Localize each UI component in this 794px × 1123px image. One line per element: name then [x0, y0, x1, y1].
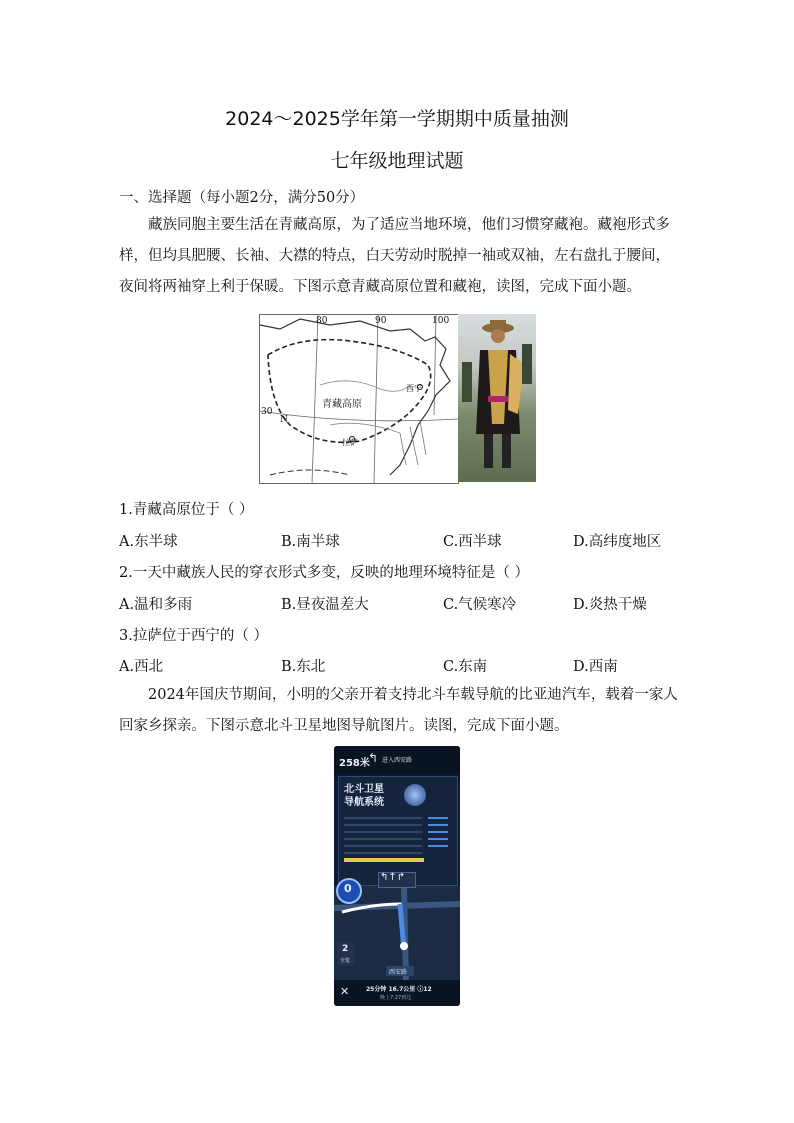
beidou-title-1: 北斗卫星: [344, 784, 384, 795]
nav-road: 进入西安路: [382, 757, 413, 764]
section-heading: 一、选择题（每小题2分，满分50分）: [119, 190, 365, 206]
parallel-30: [260, 411, 458, 421]
q2-option-d[interactable]: D.炎热干燥: [573, 597, 647, 613]
robe-figure-svg: [458, 314, 536, 482]
q3-option-b[interactable]: B.东北: [281, 659, 326, 675]
exam-title: 2024～2025学年第一学期期中质量抽测: [225, 108, 569, 130]
meridian-100: [434, 315, 436, 415]
globe-icon: [404, 784, 426, 806]
turn-left-icon: ↰: [368, 751, 379, 765]
river-1: [320, 381, 410, 391]
q3-option-c[interactable]: C.东南: [443, 659, 488, 675]
question-1: 1.青藏高原位于（ ）: [119, 502, 254, 518]
passage-1: 藏族同胞主要生活在青藏高原，为了适应当地环境，他们习惯穿藏袍。藏袍形式多样，但均具肥腰、长袖、大襟的特点，白天劳动时脱掉一袖或双袖，左右盘扎于腰间，夜间将两袖穿上利于保暖。下图示意青藏高原位置和藏袍，读图，完成下面小题。: [119, 217, 670, 295]
plateau-label: 青藏高原: [322, 399, 362, 410]
q2-option-c[interactable]: C.气候寒冷: [443, 597, 517, 613]
overview-count: 2: [342, 944, 349, 954]
q1-option-c[interactable]: C.西半球: [443, 534, 502, 550]
lon-label-90: 90: [375, 316, 387, 326]
lane-arrows-icon: ↰↑↱: [380, 872, 406, 883]
lat-label-30: 30: [261, 407, 273, 417]
satellite-table: [342, 812, 452, 868]
tibetan-robe-photo: [458, 314, 536, 482]
q2-option-a[interactable]: A.温和多雨: [119, 597, 193, 613]
beidou-title-2: 导航系统: [344, 797, 384, 808]
lhasa-label: 拉萨: [342, 438, 358, 447]
close-icon[interactable]: ✕: [340, 985, 350, 998]
nav-eta: 25分钟 16.7公里 ⓘ12: [366, 986, 432, 993]
q1-option-d[interactable]: D.高纬度地区: [573, 534, 662, 550]
passage-2: 2024年国庆节期间，小明的父亲开着支持北斗车载导航的比亚迪汽车，载着一家人回家乡探亲。下图示意北斗卫星地图导航图片。读图，完成下面小题。: [119, 687, 678, 734]
north-label: N: [280, 415, 288, 425]
street-label: 西安路: [389, 969, 408, 976]
q3-option-d[interactable]: D.西南: [573, 659, 618, 675]
nav-arrive-time: 晚上7:27到达: [380, 995, 412, 1001]
lon-label-100: 100: [432, 316, 450, 326]
question-2: 2.一天中藏族人民的穿衣形式多变，反映的地理环境特征是（ ）: [119, 565, 529, 581]
q2-option-b[interactable]: B.昼夜温差大: [281, 597, 369, 613]
meridian-90: [374, 315, 378, 483]
q3-option-a[interactable]: A.西北: [119, 659, 164, 675]
overview-label: 全览: [340, 958, 351, 964]
q1-option-a[interactable]: A.东半球: [119, 534, 178, 550]
exam-subtitle: 七年级地理试题: [330, 150, 464, 172]
nav-distance: 258米: [339, 758, 370, 769]
speed-value: 0: [344, 882, 352, 895]
question-3: 3.拉萨位于西宁的（ ）: [119, 628, 268, 644]
beidou-nav-screenshot: [334, 746, 460, 1006]
xining-label: 西宁: [406, 384, 422, 393]
lon-label-80: 80: [316, 316, 328, 326]
q1-option-b[interactable]: B.南半球: [281, 534, 340, 550]
plateau-map: [259, 314, 459, 484]
river-2: [330, 423, 400, 433]
southern-border: [270, 470, 350, 475]
